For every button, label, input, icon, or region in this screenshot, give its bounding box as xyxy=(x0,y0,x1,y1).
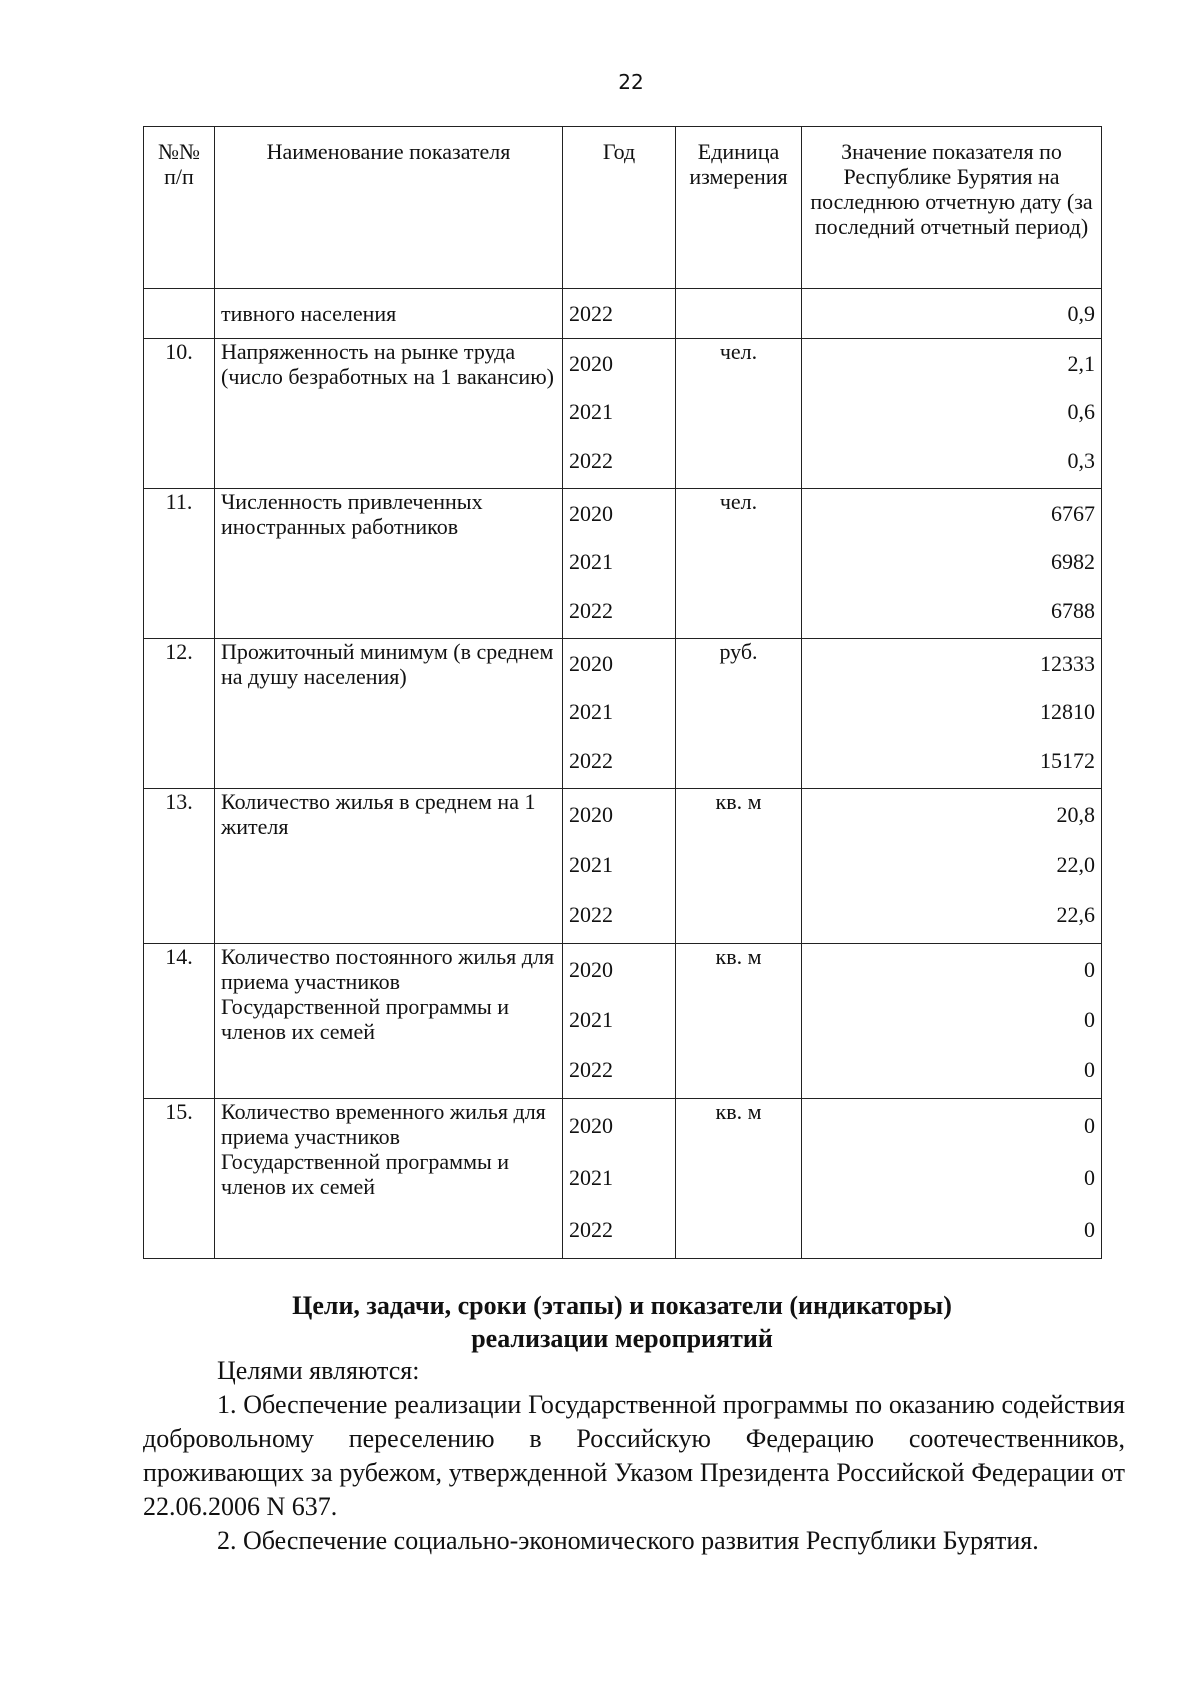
section-title xyxy=(143,1289,1101,1355)
row-values xyxy=(802,339,1102,489)
row-value: 0 xyxy=(1084,956,1095,982)
row-year: 2020 xyxy=(569,350,613,376)
row-years xyxy=(563,944,676,1099)
row-num: 10. xyxy=(144,339,215,489)
row-year: 2021 xyxy=(569,851,613,877)
row-unit: руб. xyxy=(676,639,802,789)
row-year: 2021 xyxy=(569,1164,613,1190)
row-name: Численность привлеченных иностранных работников xyxy=(215,489,563,639)
row-num: 11. xyxy=(144,489,215,639)
row-year: 2022 xyxy=(569,1057,613,1083)
table-row xyxy=(144,1099,1102,1259)
row-year: 2022 xyxy=(569,748,613,774)
table-row xyxy=(144,944,1102,1099)
row-year: 2022 xyxy=(569,1216,613,1242)
row-unit xyxy=(676,289,802,339)
header-num: №№ п/п xyxy=(144,127,215,289)
row-value: 2,1 xyxy=(1067,350,1095,376)
row-years xyxy=(563,489,676,639)
row-year: 2022 xyxy=(569,598,613,624)
row-values xyxy=(802,1099,1102,1259)
row-year: 2022 xyxy=(563,289,676,339)
row-name: Количество временного жилья для приема участников Государственной программы и членов их семей xyxy=(215,1099,563,1259)
row-name: Количество постоянного жилья для приема участников Государственной программы и членов их семей xyxy=(215,944,563,1099)
row-year: 2020 xyxy=(569,500,613,526)
row-value: 0,9 xyxy=(802,289,1102,339)
row-num: 15. xyxy=(144,1099,215,1259)
table-row xyxy=(144,639,1102,789)
row-years xyxy=(563,339,676,489)
row-values xyxy=(802,789,1102,944)
row-value: 22,6 xyxy=(1056,902,1095,928)
row-value: 20,8 xyxy=(1056,801,1095,827)
row-value: 0 xyxy=(1084,1112,1095,1138)
row-value: 22,0 xyxy=(1056,851,1095,877)
row-year: 2020 xyxy=(569,956,613,982)
row-num: 12. xyxy=(144,639,215,789)
row-value: 0 xyxy=(1084,1164,1095,1190)
row-year: 2021 xyxy=(569,1006,613,1032)
row-value: 12333 xyxy=(1040,650,1095,676)
table-row xyxy=(144,489,1102,639)
row-name: Количество жилья в среднем на 1 жителя xyxy=(215,789,563,944)
row-name: тивного населения xyxy=(215,289,563,339)
header-value: Значение показателя по Республике Бурятия на последнюю отчетную дату (за последний отчетный период) xyxy=(802,127,1102,289)
row-year: 2020 xyxy=(569,650,613,676)
row-num: 14. xyxy=(144,944,215,1099)
table-header-row xyxy=(144,127,1102,289)
row-num xyxy=(144,289,215,339)
row-name: Напряженность на рынке труда (число безработных на 1 вакансию) xyxy=(215,339,563,489)
table-body xyxy=(144,289,1102,1259)
header-unit: Единица измерения xyxy=(676,127,802,289)
row-unit: чел. xyxy=(676,489,802,639)
row-year: 2021 xyxy=(569,399,613,425)
table-row xyxy=(144,789,1102,944)
row-values xyxy=(802,489,1102,639)
goal-item-2: 2. Обеспечение социально-экономического развития Республики Бурятия. xyxy=(217,1526,1039,1555)
row-values xyxy=(802,944,1102,1099)
row-value: 15172 xyxy=(1040,748,1095,774)
goals-text xyxy=(143,1354,1125,1558)
row-years xyxy=(563,639,676,789)
row-value: 0 xyxy=(1084,1216,1095,1242)
row-unit: кв. м xyxy=(676,789,802,944)
row-year: 2020 xyxy=(569,1112,613,1138)
row-value: 6767 xyxy=(1051,500,1095,526)
row-unit: кв. м xyxy=(676,1099,802,1259)
row-value: 12810 xyxy=(1040,699,1095,725)
section-title-line2: реализации мероприятий xyxy=(471,1324,773,1353)
row-year: 2022 xyxy=(569,902,613,928)
row-year: 2020 xyxy=(569,801,613,827)
row-years xyxy=(563,789,676,944)
row-value: 6982 xyxy=(1051,549,1095,575)
header-year: Год xyxy=(563,127,676,289)
row-years xyxy=(563,1099,676,1259)
row-value: 0,3 xyxy=(1067,448,1095,474)
table-row xyxy=(144,339,1102,489)
row-year: 2022 xyxy=(569,448,613,474)
row-value: 0,6 xyxy=(1067,399,1095,425)
header-name: Наименование показателя xyxy=(215,127,563,289)
indicators-table xyxy=(143,126,1102,1259)
table-row xyxy=(144,289,1102,339)
row-value: 0 xyxy=(1084,1006,1095,1032)
row-num: 13. xyxy=(144,789,215,944)
row-value: 6788 xyxy=(1051,598,1095,624)
goals-intro: Целями являются: xyxy=(217,1356,420,1385)
page-number: 22 xyxy=(618,70,644,94)
goal-item-1: 1. Обеспечение реализации Государственной программы по оказанию содействия добровольному переселению в Российскую Федерацию соотечественников, проживающих за рубежом, утвержденной Указом Президента Российской Федерации от 22.06.2006 N 637. xyxy=(143,1390,1125,1521)
row-year: 2021 xyxy=(569,699,613,725)
row-unit: кв. м xyxy=(676,944,802,1099)
row-unit: чел. xyxy=(676,339,802,489)
row-values xyxy=(802,639,1102,789)
section-title-line1: Цели, задачи, сроки (этапы) и показатели (индикаторы) xyxy=(292,1291,952,1320)
row-value: 0 xyxy=(1084,1057,1095,1083)
row-year: 2021 xyxy=(569,549,613,575)
row-name: Прожиточный минимум (в среднем на душу населения) xyxy=(215,639,563,789)
